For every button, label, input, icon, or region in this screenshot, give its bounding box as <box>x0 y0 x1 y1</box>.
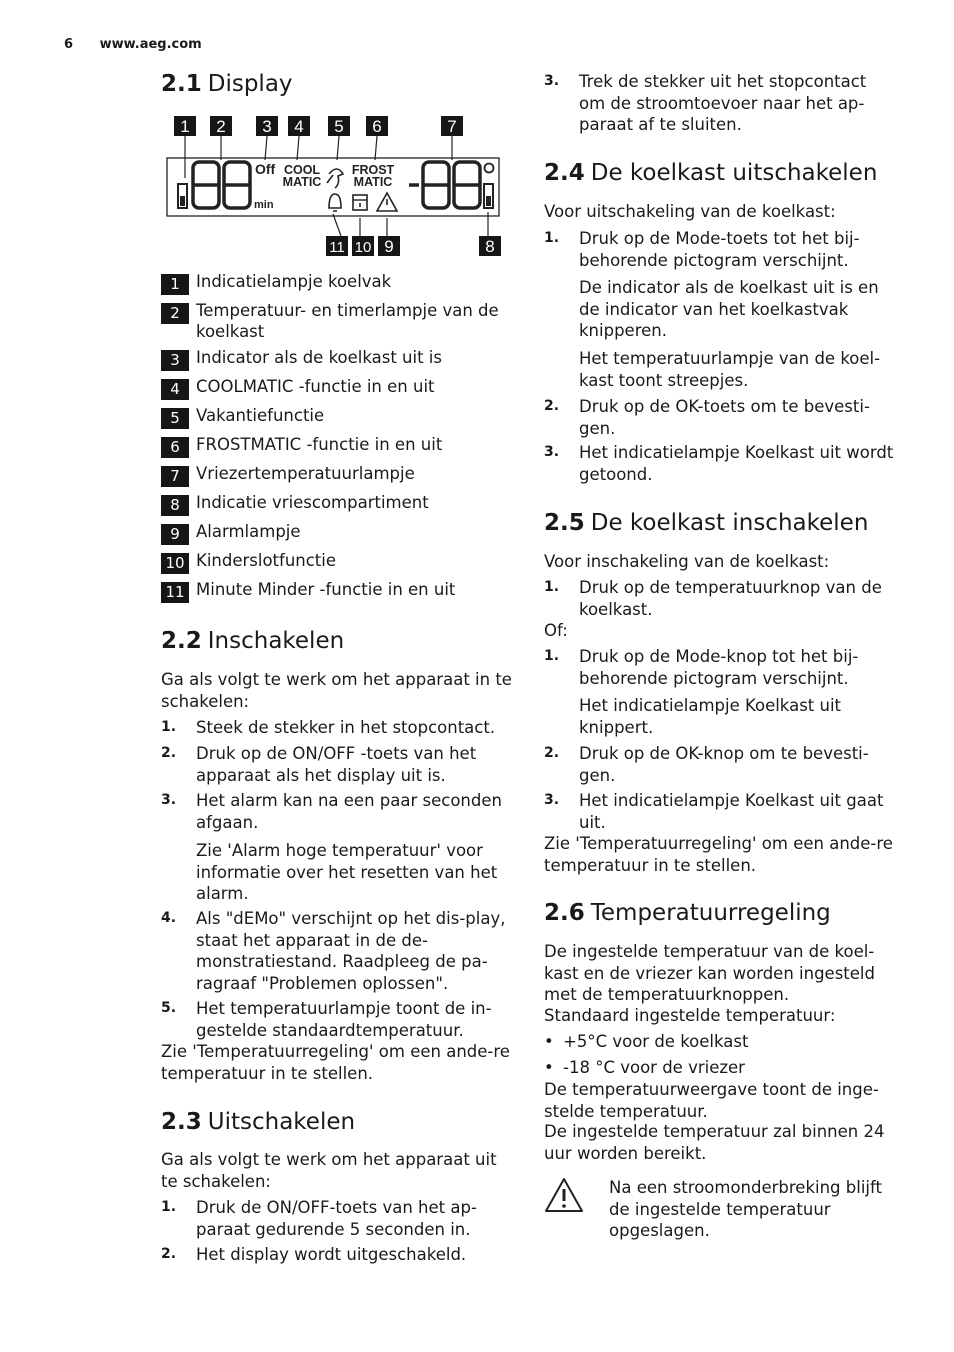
callout-bottom-11 <box>326 236 348 256</box>
svg-text:9: 9 <box>384 237 394 256</box>
s26-bullet-2: • -18 °C voor de vriezer <box>544 1058 745 1077</box>
s26-bullet-1: • +5°C voor de koelkast <box>544 1032 749 1051</box>
svg-text:6: 6 <box>372 117 382 136</box>
display-diagram <box>161 112 501 262</box>
svg-text:4: 4 <box>294 117 304 136</box>
svg-text:1: 1 <box>180 117 190 136</box>
s24-step-1-note-2: Het temperatuurlampje van de koel-kast toont streepjes. <box>579 349 881 390</box>
callout-top-3 <box>256 116 278 136</box>
lcd-min-label: min <box>254 199 274 211</box>
s22-intro: Ga als volgt te werk om het apparaat in te schakelen: <box>161 670 512 711</box>
heading-2-1: 2.1 Display <box>161 71 293 97</box>
callout-top-2 <box>210 116 232 136</box>
callout-bottom-9 <box>378 236 400 256</box>
svg-text:10: 10 <box>354 239 372 256</box>
heading-2-2: 2.2 Inschakelen <box>161 628 345 654</box>
freezer-temp-digits <box>423 162 480 208</box>
callout-bottom-10 <box>352 236 374 256</box>
fridge-temp-digits <box>193 162 250 208</box>
svg-text:2: 2 <box>216 117 226 136</box>
svg-text:3: 3 <box>262 117 272 136</box>
s26-p2: Standaard ingestelde temperatuur: <box>544 1006 836 1025</box>
s26-p3: De temperatuurweergave toont de inge-stelde temperatuur. <box>544 1080 879 1121</box>
s25-b-step-1-note: Het indicatielampje Koelkast uit knippert. <box>579 696 842 737</box>
heading-2-3: 2.3 Uitschakelen <box>161 1109 356 1135</box>
page-header <box>64 37 202 52</box>
page-number: 6 <box>64 37 74 52</box>
heading-2-4: 2.4 De koelkast uitschakelen <box>544 160 878 186</box>
s24-step-1-note-1: De indicator als de koelkast uit is en de indicator van het koelkastvak knipperen. <box>579 278 879 340</box>
s26-p4: De ingestelde temperatuur zal binnen 24 uur worden bereikt. <box>544 1122 885 1163</box>
svg-text:7: 7 <box>447 117 457 136</box>
s24-intro: Voor uitschakeling van de koelkast: <box>544 202 836 221</box>
callout-top-4 <box>288 116 310 136</box>
lcd-cool-label: COOL <box>283 163 321 177</box>
callout-top-5 <box>328 116 350 136</box>
s25-or: Of: <box>544 621 568 640</box>
warning-text: Na een stroomonderbreking blijft de ingestelde temperatuur opgeslagen. <box>609 1178 882 1240</box>
lcd-frost-matic-label: MATIC <box>353 175 393 189</box>
lcd-off-label: Off <box>255 161 276 177</box>
callout-top-7 <box>441 116 463 136</box>
degree-icon <box>485 164 494 173</box>
s25-outro: Zie 'Temperatuurregeling' om een ande-re temperatuur in te stellen. <box>544 834 893 875</box>
child-lock-icon <box>353 195 367 210</box>
callout-top-6 <box>366 116 388 136</box>
svg-text:8: 8 <box>485 237 495 256</box>
svg-text:11: 11 <box>329 239 345 256</box>
callout-top-1 <box>174 116 196 136</box>
s22-outro: Zie 'Temperatuurregeling' om een ande-re temperatuur in te stellen. <box>161 1042 510 1083</box>
holiday-icon <box>327 169 343 188</box>
site-url: www.aeg.com <box>99 37 202 52</box>
s23-intro: Ga als volgt te werk om het apparaat uit te schakelen: <box>161 1150 497 1191</box>
heading-2-6: 2.6 Temperatuurregeling <box>544 900 831 926</box>
minute-minder-bell-icon <box>329 194 341 211</box>
lcd-frost-label: FROST <box>351 163 395 177</box>
heading-2-5: 2.5 De koelkast inschakelen <box>544 510 869 536</box>
callout-bottom-8 <box>479 236 501 256</box>
warning-icon <box>544 1177 584 1213</box>
lcd-cool-matic-label: MATIC <box>282 175 322 189</box>
s26-p1: De ingestelde temperatuur van de koel-kast en de vriezer kan worden ingesteld met de temperatuurknoppen. <box>544 942 875 1004</box>
s22-step-3-note: Zie 'Alarm hoge temperatuur' voor informatie over het resetten van het alarm. <box>196 841 498 903</box>
s25-intro: Voor inschakeling van de koelkast: <box>544 552 830 571</box>
svg-text:5: 5 <box>334 117 344 136</box>
